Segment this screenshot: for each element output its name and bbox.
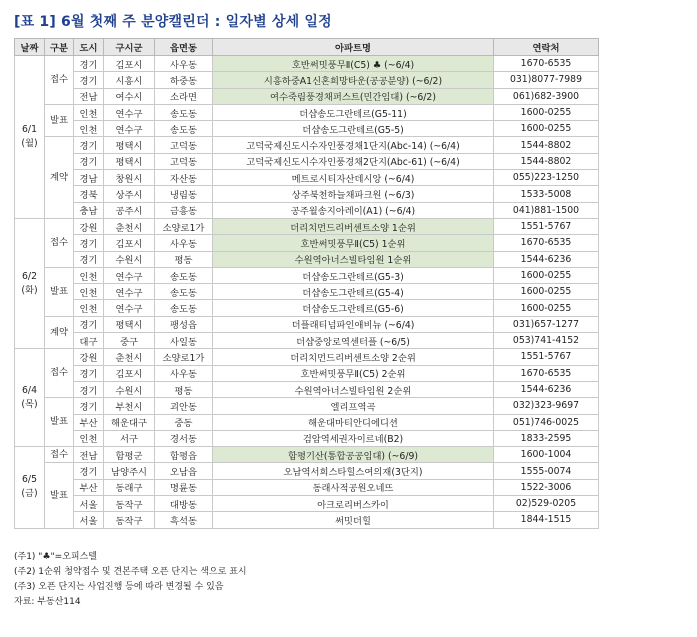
- apartment-cell: 더샵송도그란테르(G5-4): [213, 284, 494, 300]
- table-row: [15, 202, 599, 218]
- apartment-cell: 시흥하중A1신혼희망타운(공공분양) (~6/2): [213, 72, 494, 88]
- city-cell: 경북: [74, 186, 104, 202]
- table-row: [15, 72, 599, 88]
- table-row: [15, 56, 599, 72]
- city-cell: 전남: [74, 447, 104, 463]
- date-cell: [15, 447, 45, 528]
- date-cell: [15, 56, 45, 219]
- phone-cell: 1555-0074: [494, 463, 599, 479]
- schedule-body: [15, 56, 599, 529]
- apartment-cell: 오남역서희스타힐스여의재(3단지): [213, 463, 494, 479]
- phone-cell: 1670-6535: [494, 365, 599, 381]
- type-cell: 접수: [45, 447, 74, 463]
- city-cell: 인천: [74, 121, 104, 137]
- phone-cell: 1600-0255: [494, 300, 599, 316]
- district-cell: 평택시: [104, 137, 155, 153]
- table-row: [15, 218, 599, 234]
- table-row: [15, 463, 599, 479]
- district-cell: 함평군: [104, 447, 155, 463]
- type-cell: 계약: [45, 137, 74, 218]
- city-cell: 서울: [74, 512, 104, 528]
- phone-cell: 1544-6236: [494, 381, 599, 397]
- table-row: [15, 104, 599, 120]
- district-cell: 동작구: [104, 512, 155, 528]
- phone-cell: 1544-8802: [494, 153, 599, 169]
- town-cell: 경서동: [155, 430, 213, 446]
- town-cell: 평동: [155, 251, 213, 267]
- town-cell: 송도동: [155, 284, 213, 300]
- phone-cell: 031)657-1277: [494, 316, 599, 332]
- city-cell: 경남: [74, 170, 104, 186]
- table-row: [15, 137, 599, 153]
- town-cell: 함평읍: [155, 447, 213, 463]
- district-cell: 부천시: [104, 398, 155, 414]
- city-cell: 인천: [74, 300, 104, 316]
- district-cell: 시흥시: [104, 72, 155, 88]
- schedule-table: [14, 38, 599, 529]
- table-row: [15, 284, 599, 300]
- type-cell: 발표: [45, 104, 74, 137]
- table-row: [15, 333, 599, 349]
- district-cell: 동래구: [104, 479, 155, 495]
- apartment-cell: 동래사적공원오네뜨: [213, 479, 494, 495]
- town-cell: 하중동: [155, 72, 213, 88]
- table-row: [15, 88, 599, 104]
- district-cell: 서구: [104, 430, 155, 446]
- town-cell: 대방동: [155, 496, 213, 512]
- table-title: [표 1] 6월 첫째 주 분양캘린더 : 일자별 상세 일정: [14, 14, 332, 30]
- district-cell: 중구: [104, 333, 155, 349]
- apartment-cell: 호반써밋풍무Ⅱ(C5) 2순위: [213, 365, 494, 381]
- city-cell: 경기: [74, 316, 104, 332]
- table-row: [15, 479, 599, 495]
- apartment-cell: 더플래티넘파인애비뉴 (~6/4): [213, 316, 494, 332]
- table-row: [15, 251, 599, 267]
- apartment-cell: 더리치먼드리버센트소양 2순위: [213, 349, 494, 365]
- town-cell: 고덕동: [155, 153, 213, 169]
- city-cell: 서울: [74, 496, 104, 512]
- apartment-cell: 수원역아너스빌타임원 2순위: [213, 381, 494, 397]
- table-row: [15, 430, 599, 446]
- city-cell: 경기: [74, 137, 104, 153]
- header-city: 도시: [74, 39, 104, 56]
- district-cell: 여수시: [104, 88, 155, 104]
- town-cell: 소라면: [155, 88, 213, 104]
- table-row: [15, 381, 599, 397]
- phone-cell: 1670-6535: [494, 56, 599, 72]
- phone-cell: 1522-3006: [494, 479, 599, 495]
- footnote: (주2) 1순위 청약접수 및 견본주택 오픈 단지는 색으로 표시: [14, 567, 247, 577]
- city-cell: 경기: [74, 235, 104, 251]
- source-note: 자료: 부동산114: [14, 597, 81, 607]
- type-cell: 접수: [45, 349, 74, 398]
- table-row: [15, 349, 599, 365]
- town-cell: 고덕동: [155, 137, 213, 153]
- district-cell: 김포시: [104, 235, 155, 251]
- city-cell: 경기: [74, 153, 104, 169]
- phone-cell: 041)881-1500: [494, 202, 599, 218]
- city-cell: 경기: [74, 72, 104, 88]
- town-cell: 송도동: [155, 104, 213, 120]
- table-row: [15, 235, 599, 251]
- apartment-cell: 공주월송지아레이(A1) (~6/4): [213, 202, 494, 218]
- phone-cell: 031)8077-7989: [494, 72, 599, 88]
- apartment-cell: 메트로시티자산데시앙 (~6/4): [213, 170, 494, 186]
- date-label: 6/1: [22, 123, 37, 135]
- table-row: [15, 365, 599, 381]
- apartment-cell: 수원역아너스빌타임원 1순위: [213, 251, 494, 267]
- type-cell: 발표: [45, 398, 74, 447]
- apartment-cell: 더샵송도그란테르(G5-11): [213, 104, 494, 120]
- table-row: [15, 170, 599, 186]
- city-cell: 인천: [74, 430, 104, 446]
- district-cell: 상주시: [104, 186, 155, 202]
- phone-cell: 1600-0255: [494, 284, 599, 300]
- apartment-cell: 더샵송도그란테르(G5-6): [213, 300, 494, 316]
- table-row: [15, 398, 599, 414]
- town-cell: 사일동: [155, 333, 213, 349]
- phone-cell: 053)741-4152: [494, 333, 599, 349]
- city-cell: 경기: [74, 398, 104, 414]
- phone-cell: 1833-2595: [494, 430, 599, 446]
- header-phone: 연락처: [494, 39, 599, 56]
- town-cell: 냉림동: [155, 186, 213, 202]
- apartment-cell: 검암역세권자이르네(B2): [213, 430, 494, 446]
- table-row: [15, 316, 599, 332]
- city-cell: 경기: [74, 251, 104, 267]
- apartment-cell: 고덕국제신도시수자인풍경채1단지(Abc-14) (~6/4): [213, 137, 494, 153]
- phone-cell: 1600-0255: [494, 104, 599, 120]
- weekday-label: (화): [21, 284, 38, 296]
- city-cell: 인천: [74, 284, 104, 300]
- apartment-cell: 함평기산(통합공공임대) (~6/9): [213, 447, 494, 463]
- apartment-cell: 아크로리버스카이: [213, 496, 494, 512]
- city-cell: 부산: [74, 479, 104, 495]
- footnote: (주1) "♣"=오피스텔: [14, 552, 97, 562]
- phone-cell: 1600-0255: [494, 267, 599, 283]
- phone-cell: 055)223-1250: [494, 170, 599, 186]
- city-cell: 경기: [74, 463, 104, 479]
- district-cell: 연수구: [104, 121, 155, 137]
- phone-cell: 032)323-9697: [494, 398, 599, 414]
- date-cell: [15, 349, 45, 447]
- city-cell: 인천: [74, 104, 104, 120]
- district-cell: 남양주시: [104, 463, 155, 479]
- type-cell: 계약: [45, 316, 74, 349]
- town-cell: 사우동: [155, 56, 213, 72]
- table-row: [15, 186, 599, 202]
- phone-cell: 1544-8802: [494, 137, 599, 153]
- weekday-label: (목): [21, 398, 38, 410]
- district-cell: 해운대구: [104, 414, 155, 430]
- district-cell: 연수구: [104, 300, 155, 316]
- town-cell: 송도동: [155, 300, 213, 316]
- apartment-cell: 더샵송도그란테르(G5-5): [213, 121, 494, 137]
- apartment-cell: 더샵송도그란테르(G5-3): [213, 267, 494, 283]
- date-label: 6/2: [22, 270, 37, 282]
- town-cell: 명륜동: [155, 479, 213, 495]
- city-cell: 경기: [74, 56, 104, 72]
- district-cell: 평택시: [104, 316, 155, 332]
- phone-cell: 051)746-0025: [494, 414, 599, 430]
- apartment-cell: 더리치먼드리버센트소양 1순위: [213, 218, 494, 234]
- date-label: 6/5: [22, 474, 37, 486]
- type-cell: 접수: [45, 56, 74, 105]
- phone-cell: 02)529-0205: [494, 496, 599, 512]
- city-cell: 경기: [74, 381, 104, 397]
- town-cell: 금흥동: [155, 202, 213, 218]
- header-type: 구분: [45, 39, 74, 56]
- town-cell: 평동: [155, 381, 213, 397]
- phone-cell: 1551-5767: [494, 349, 599, 365]
- town-cell: 사우동: [155, 365, 213, 381]
- city-cell: 전남: [74, 88, 104, 104]
- town-cell: 오남읍: [155, 463, 213, 479]
- apartment-cell: 써밋더힐: [213, 512, 494, 528]
- district-cell: 창원시: [104, 170, 155, 186]
- table-row: [15, 414, 599, 430]
- town-cell: 자산동: [155, 170, 213, 186]
- footnote: (주3) 오픈 단지는 사업진행 등에 따라 변경될 수 있음: [14, 582, 224, 592]
- city-cell: 경기: [74, 365, 104, 381]
- town-cell: 팽성읍: [155, 316, 213, 332]
- town-cell: 사우동: [155, 235, 213, 251]
- town-cell: 괴안동: [155, 398, 213, 414]
- header-district: 구시군: [104, 39, 155, 56]
- apartment-cell: 상주북천하늘채파크원 (~6/3): [213, 186, 494, 202]
- weekday-label: (금): [21, 488, 38, 500]
- district-cell: 동작구: [104, 496, 155, 512]
- apartment-cell: 엘리프역곡: [213, 398, 494, 414]
- phone-cell: 1600-1004: [494, 447, 599, 463]
- phone-cell: 1533-5008: [494, 186, 599, 202]
- table-row: [15, 121, 599, 137]
- table-row: [15, 496, 599, 512]
- header-date: 날짜: [15, 39, 45, 56]
- district-cell: 연수구: [104, 104, 155, 120]
- type-cell: 발표: [45, 267, 74, 316]
- district-cell: 연수구: [104, 267, 155, 283]
- apartment-cell: 해운대마티안디에디션: [213, 414, 494, 430]
- town-cell: 중동: [155, 414, 213, 430]
- table-row: [15, 267, 599, 283]
- date-label: 6/4: [22, 384, 37, 396]
- weekday-label: (월): [21, 137, 38, 149]
- phone-cell: 1670-6535: [494, 235, 599, 251]
- town-cell: 흑석동: [155, 512, 213, 528]
- apartment-cell: 호반써밋풍무Ⅱ(C5) ♣ (~6/4): [213, 56, 494, 72]
- table-row: [15, 512, 599, 528]
- table-row: [15, 153, 599, 169]
- city-cell: 대구: [74, 333, 104, 349]
- city-cell: 인천: [74, 267, 104, 283]
- phone-cell: 1544-6236: [494, 251, 599, 267]
- town-cell: 소양로1가: [155, 218, 213, 234]
- table-row: [15, 447, 599, 463]
- type-cell: 발표: [45, 463, 74, 528]
- type-cell: 접수: [45, 218, 74, 267]
- city-cell: 부산: [74, 414, 104, 430]
- phone-cell: 061)682-3900: [494, 88, 599, 104]
- phone-cell: 1600-0255: [494, 121, 599, 137]
- apartment-cell: 여수죽림풍경채퍼스트(민간임대) (~6/2): [213, 88, 494, 104]
- district-cell: 수원시: [104, 381, 155, 397]
- town-cell: 소양로1가: [155, 349, 213, 365]
- district-cell: 춘천시: [104, 349, 155, 365]
- table-header-row: [15, 39, 599, 56]
- phone-cell: 1551-5767: [494, 218, 599, 234]
- district-cell: 수원시: [104, 251, 155, 267]
- district-cell: 김포시: [104, 365, 155, 381]
- date-cell: [15, 218, 45, 348]
- district-cell: 공주시: [104, 202, 155, 218]
- header-town: 읍면동: [155, 39, 213, 56]
- footnotes: [14, 550, 247, 610]
- apartment-cell: 호반써밋풍무Ⅱ(C5) 1순위: [213, 235, 494, 251]
- city-cell: 강원: [74, 218, 104, 234]
- town-cell: 송도동: [155, 121, 213, 137]
- table-row: [15, 300, 599, 316]
- city-cell: 충남: [74, 202, 104, 218]
- district-cell: 평택시: [104, 153, 155, 169]
- district-cell: 춘천시: [104, 218, 155, 234]
- apartment-cell: 더샵중앙로역센터플 (~6/5): [213, 333, 494, 349]
- apartment-cell: 고덕국제신도시수자인풍경채2단지(Abc-61) (~6/4): [213, 153, 494, 169]
- district-cell: 연수구: [104, 284, 155, 300]
- header-apartment: 아파트명: [213, 39, 494, 56]
- phone-cell: 1844-1515: [494, 512, 599, 528]
- town-cell: 송도동: [155, 267, 213, 283]
- district-cell: 김포시: [104, 56, 155, 72]
- city-cell: 강원: [74, 349, 104, 365]
